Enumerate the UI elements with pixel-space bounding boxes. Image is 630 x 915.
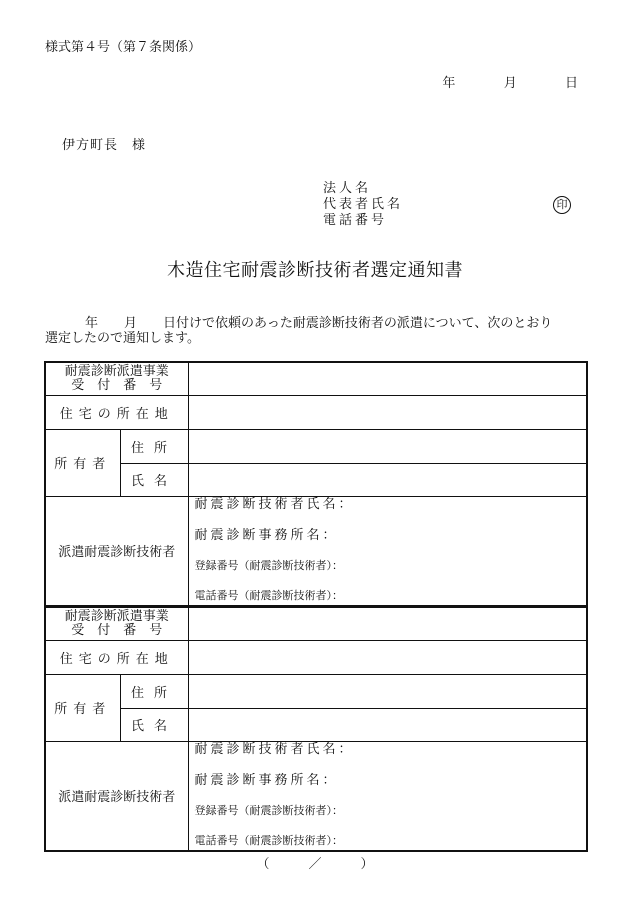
reception-number-label: 耐震診断派遣事業 受 付 番 号	[45, 362, 188, 395]
registration-no-label: 登録番号（耐震診断技術者）：	[194, 803, 344, 817]
house-location-label: 住宅の所在地	[45, 640, 188, 674]
reception-number-field[interactable]	[188, 362, 587, 395]
body-text	[45, 316, 595, 346]
owner-address-label: 住所	[120, 674, 188, 708]
representative-label: 代表者氏名	[323, 197, 404, 212]
office-name-label: 耐震診断事務所名：	[194, 772, 339, 788]
reception-number-label: 耐震診断派遣事業 受 付 番 号	[45, 607, 188, 640]
date-year: 年	[442, 76, 456, 91]
tech-phone-label: 電話番号（耐震診断技術者）：	[194, 833, 344, 847]
date-month: 月	[503, 76, 517, 91]
owner-label: 所有者	[45, 429, 120, 496]
owner-address-field[interactable]	[188, 674, 587, 708]
house-location-field[interactable]	[188, 640, 587, 674]
notification-table-1	[44, 361, 588, 607]
date-line	[442, 72, 578, 91]
tech-name-label: 耐震診断技術者氏名：	[194, 741, 355, 757]
notification-table-2	[44, 606, 588, 852]
body-line-1: 年 月 日付けで依頼のあった耐震診断技術者の派遣について、次のとおり	[85, 316, 553, 331]
date-day: 日	[564, 76, 578, 91]
owner-name-field[interactable]	[188, 708, 587, 741]
phone-label: 電話番号	[323, 213, 388, 228]
owner-name-label: 氏名	[120, 463, 188, 496]
owner-name-label: 氏名	[120, 708, 188, 741]
tech-name-label: 耐震診断技術者氏名：	[194, 496, 355, 512]
document-title: 木造住宅耐震診断技術者選定通知書	[167, 260, 463, 281]
dispatched-tech-field[interactable]	[188, 741, 587, 851]
corp-name-label: 法人名	[323, 181, 372, 196]
registration-no-label: 登録番号（耐震診断技術者）：	[194, 558, 344, 572]
page-number: （ ／ ）	[256, 857, 374, 872]
owner-address-label: 住所	[120, 429, 188, 463]
form-code: 様式第４号（第７条関係）	[45, 40, 202, 55]
seal-icon: 印	[553, 196, 571, 214]
office-name-label: 耐震診断事務所名：	[194, 527, 339, 543]
house-location-label: 住宅の所在地	[45, 395, 188, 429]
reception-number-field[interactable]	[188, 607, 587, 640]
dispatched-tech-field[interactable]	[188, 496, 587, 606]
dispatched-tech-label: 派遣耐震診断技術者	[45, 741, 188, 851]
owner-label: 所有者	[45, 674, 120, 741]
tech-phone-label: 電話番号（耐震診断技術者）：	[194, 588, 344, 602]
dispatched-tech-label: 派遣耐震診断技術者	[45, 496, 188, 606]
sender-block	[323, 181, 403, 229]
house-location-field[interactable]	[188, 395, 587, 429]
owner-name-field[interactable]	[188, 463, 587, 496]
body-line-2: 選定したので通知します。	[45, 331, 200, 346]
owner-address-field[interactable]	[188, 429, 587, 463]
addressee: 伊方町長 様	[62, 138, 147, 153]
